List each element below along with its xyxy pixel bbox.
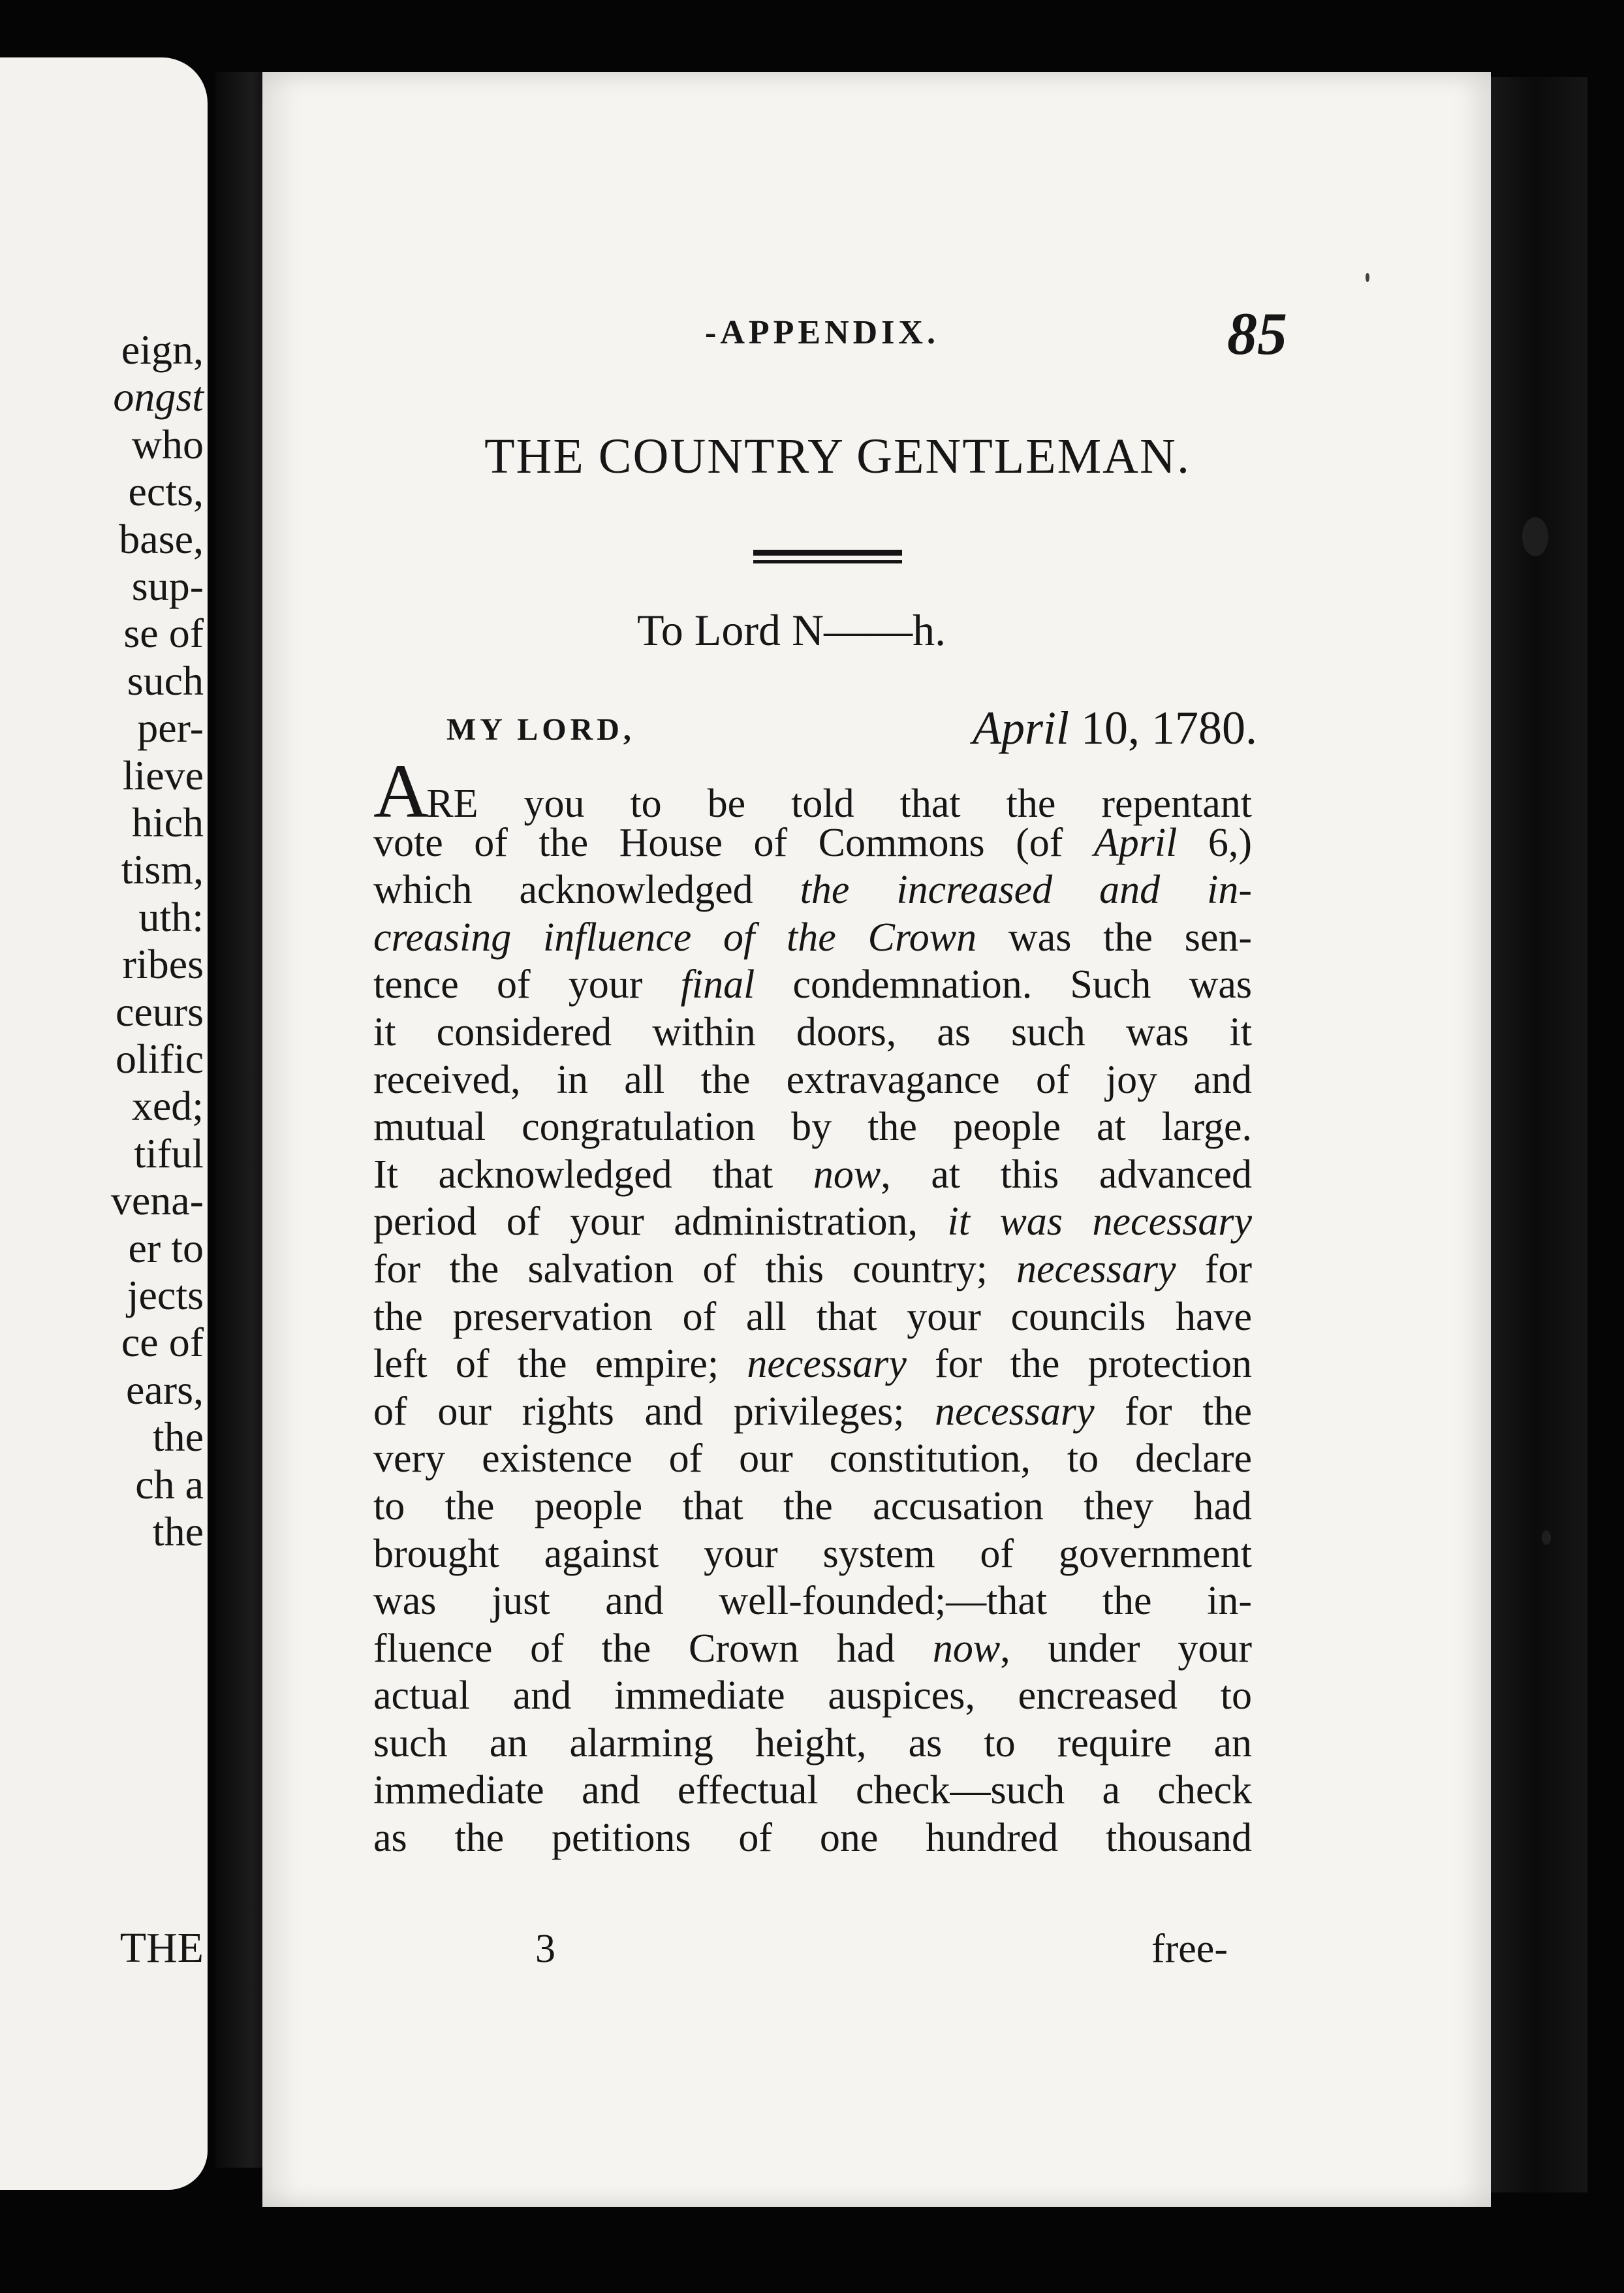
- body-line-segment: of our rights and privileges;: [373, 1389, 935, 1434]
- body-line-segment: such an alarming height, as to require an: [373, 1720, 1252, 1765]
- page-number: 85: [1227, 300, 1287, 367]
- body-line: [373, 1814, 1252, 1862]
- body-line: [373, 1151, 1252, 1199]
- body-line: [373, 1672, 1252, 1720]
- body-line-italic-segment: it was necessary: [947, 1199, 1252, 1244]
- body-line: [373, 914, 1252, 962]
- body-line: [373, 1246, 1252, 1293]
- body-line: [373, 1483, 1252, 1530]
- body-line-segment: as the petitions of one hundred thousand: [373, 1816, 1252, 1861]
- body-line-segment: received, in all the extravagance of joy and: [373, 1057, 1252, 1102]
- letter-address: To Lord N——h.: [637, 605, 946, 655]
- left-page-fragment: such: [127, 657, 204, 704]
- body-line-segment: period of your administration,: [373, 1199, 948, 1244]
- body-line-segment: it considered within doors, as such was it: [373, 1009, 1252, 1054]
- ink-speck: [1366, 273, 1369, 282]
- body-line-segment: mutual congratulation by the people at large.: [373, 1105, 1252, 1150]
- left-page-fragment: ears,: [125, 1366, 204, 1413]
- body-line-segment: for: [1176, 1246, 1252, 1291]
- left-page-fragment: the: [152, 1508, 204, 1555]
- signature-mark: 3: [535, 1927, 555, 1971]
- left-page-fragment: er to: [128, 1224, 204, 1271]
- body-line-italic-segment: the increased and in-: [800, 868, 1253, 913]
- salutation: MY LORD,: [446, 712, 635, 747]
- body-line: [373, 961, 1252, 1009]
- body-line-segment: , at this advanced: [881, 1152, 1252, 1197]
- body-line-segment: brought against your system of government: [373, 1531, 1252, 1576]
- body-line: [373, 1009, 1252, 1056]
- body-line-italic-segment: creasing influence of the Crown: [373, 915, 977, 960]
- body-line-segment: fluence of the Crown had: [373, 1626, 933, 1671]
- running-head: -APPENDIX.: [705, 314, 939, 351]
- body-line-segment: which acknowledged: [373, 868, 800, 913]
- body-line: [373, 819, 1252, 867]
- left-page-fragment: ch a: [135, 1461, 204, 1508]
- body-line-italic-segment: necessary: [747, 1342, 907, 1387]
- left-page-fragment: who: [131, 420, 204, 467]
- body-line: [373, 1198, 1252, 1246]
- letter-body: [373, 748, 1253, 1862]
- body-line: [373, 1340, 1252, 1388]
- left-page-fragment: lieve: [122, 751, 204, 799]
- left-page-fragment: ribes: [122, 941, 204, 988]
- body-line-segment: for the protection: [906, 1342, 1252, 1387]
- body-line-segment: vote of the House of Commons (of: [373, 820, 1094, 865]
- body-line: [373, 866, 1252, 914]
- left-page-fragment: olific: [115, 1036, 204, 1082]
- body-line-segment: left of the empire;: [373, 1342, 747, 1387]
- left-page-fragment: uth:: [138, 893, 204, 940]
- page-edge-shadow: [1483, 77, 1587, 2192]
- left-page-fragment: the: [152, 1414, 204, 1461]
- body-line: [373, 748, 1252, 834]
- body-line-segment: for the salvation of this country;: [373, 1246, 1017, 1291]
- body-line-segment: immediate and effectual check—such a check: [373, 1768, 1252, 1813]
- body-line-segment: for the: [1094, 1389, 1252, 1434]
- body-line-segment: was just and well-founded;—that the in-: [373, 1579, 1252, 1624]
- ink-speck: [1542, 1530, 1551, 1545]
- body-line: [373, 1388, 1252, 1436]
- body-line-italic-segment: now: [932, 1626, 1001, 1671]
- left-page-fragment: base,: [119, 515, 204, 562]
- body-line-segment: RE you to be told that the repentant: [426, 782, 1252, 826]
- dateline: [946, 701, 1257, 755]
- title-double-rule: [753, 550, 902, 565]
- body-line: [373, 1625, 1252, 1673]
- body-line-italic-segment: April: [1093, 820, 1178, 865]
- body-line-segment: , under your: [1000, 1626, 1252, 1671]
- left-page-heading-fragment: THE: [119, 1924, 204, 1972]
- left-page-fragment: sup-: [131, 563, 204, 609]
- body-line: [373, 1720, 1252, 1767]
- body-line-segment: was the sen-: [976, 915, 1252, 960]
- body-line: [373, 1103, 1252, 1151]
- left-page-fragment: ceurs: [115, 988, 204, 1035]
- body-line: [373, 1056, 1252, 1104]
- body-line-italic-segment: necessary: [935, 1389, 1095, 1434]
- left-page-fragment: tism,: [121, 846, 204, 893]
- body-line-segment: to the people that the accusation they had: [373, 1483, 1252, 1528]
- left-page-fragment: jects: [127, 1272, 204, 1318]
- body-line: [373, 1767, 1252, 1814]
- body-line: [373, 1435, 1252, 1483]
- body-line-segment: 6,): [1177, 820, 1252, 865]
- dateline-rest: 10, 1780.: [1069, 702, 1257, 754]
- body-line: [373, 1293, 1252, 1341]
- body-line-segment: It acknowledged that: [373, 1152, 813, 1197]
- body-line-italic-segment: final: [680, 962, 755, 1007]
- body-line-italic-segment: now: [813, 1152, 881, 1197]
- left-page-fragment: xed;: [131, 1083, 204, 1130]
- left-page-fragment: hich: [131, 799, 204, 846]
- body-line-segment: the preservation of all that your councils have: [373, 1294, 1252, 1339]
- ink-blot: [1522, 517, 1548, 556]
- left-page-fragment: ongst: [113, 373, 204, 420]
- catchword: free-: [1151, 1927, 1228, 1971]
- left-page-fragment: vena-: [110, 1177, 204, 1224]
- left-page-fragment: tiful: [134, 1130, 204, 1177]
- body-line: [373, 1577, 1252, 1625]
- body-line-italic-segment: necessary: [1016, 1246, 1176, 1291]
- drop-cap: A: [373, 748, 427, 834]
- body-line-segment: actual and immediate auspices, encreased to: [373, 1673, 1252, 1718]
- left-page-fragment: se of: [123, 610, 204, 657]
- dateline-month: April: [972, 702, 1069, 754]
- body-line-segment: very existence of our constitution, to declare: [373, 1436, 1252, 1481]
- article-title: THE COUNTRY GENTLEMAN.: [484, 429, 1191, 484]
- left-page: [0, 57, 208, 2190]
- body-line-segment: tence of your: [373, 962, 681, 1007]
- left-page-fragment: per-: [137, 704, 204, 751]
- left-page-fragment: ce of: [121, 1319, 204, 1366]
- left-page-fragment: eign,: [121, 326, 204, 373]
- body-line-segment: condemnation. Such was: [755, 962, 1253, 1007]
- body-line: [373, 1530, 1252, 1578]
- left-page-fragment: ects,: [128, 468, 204, 515]
